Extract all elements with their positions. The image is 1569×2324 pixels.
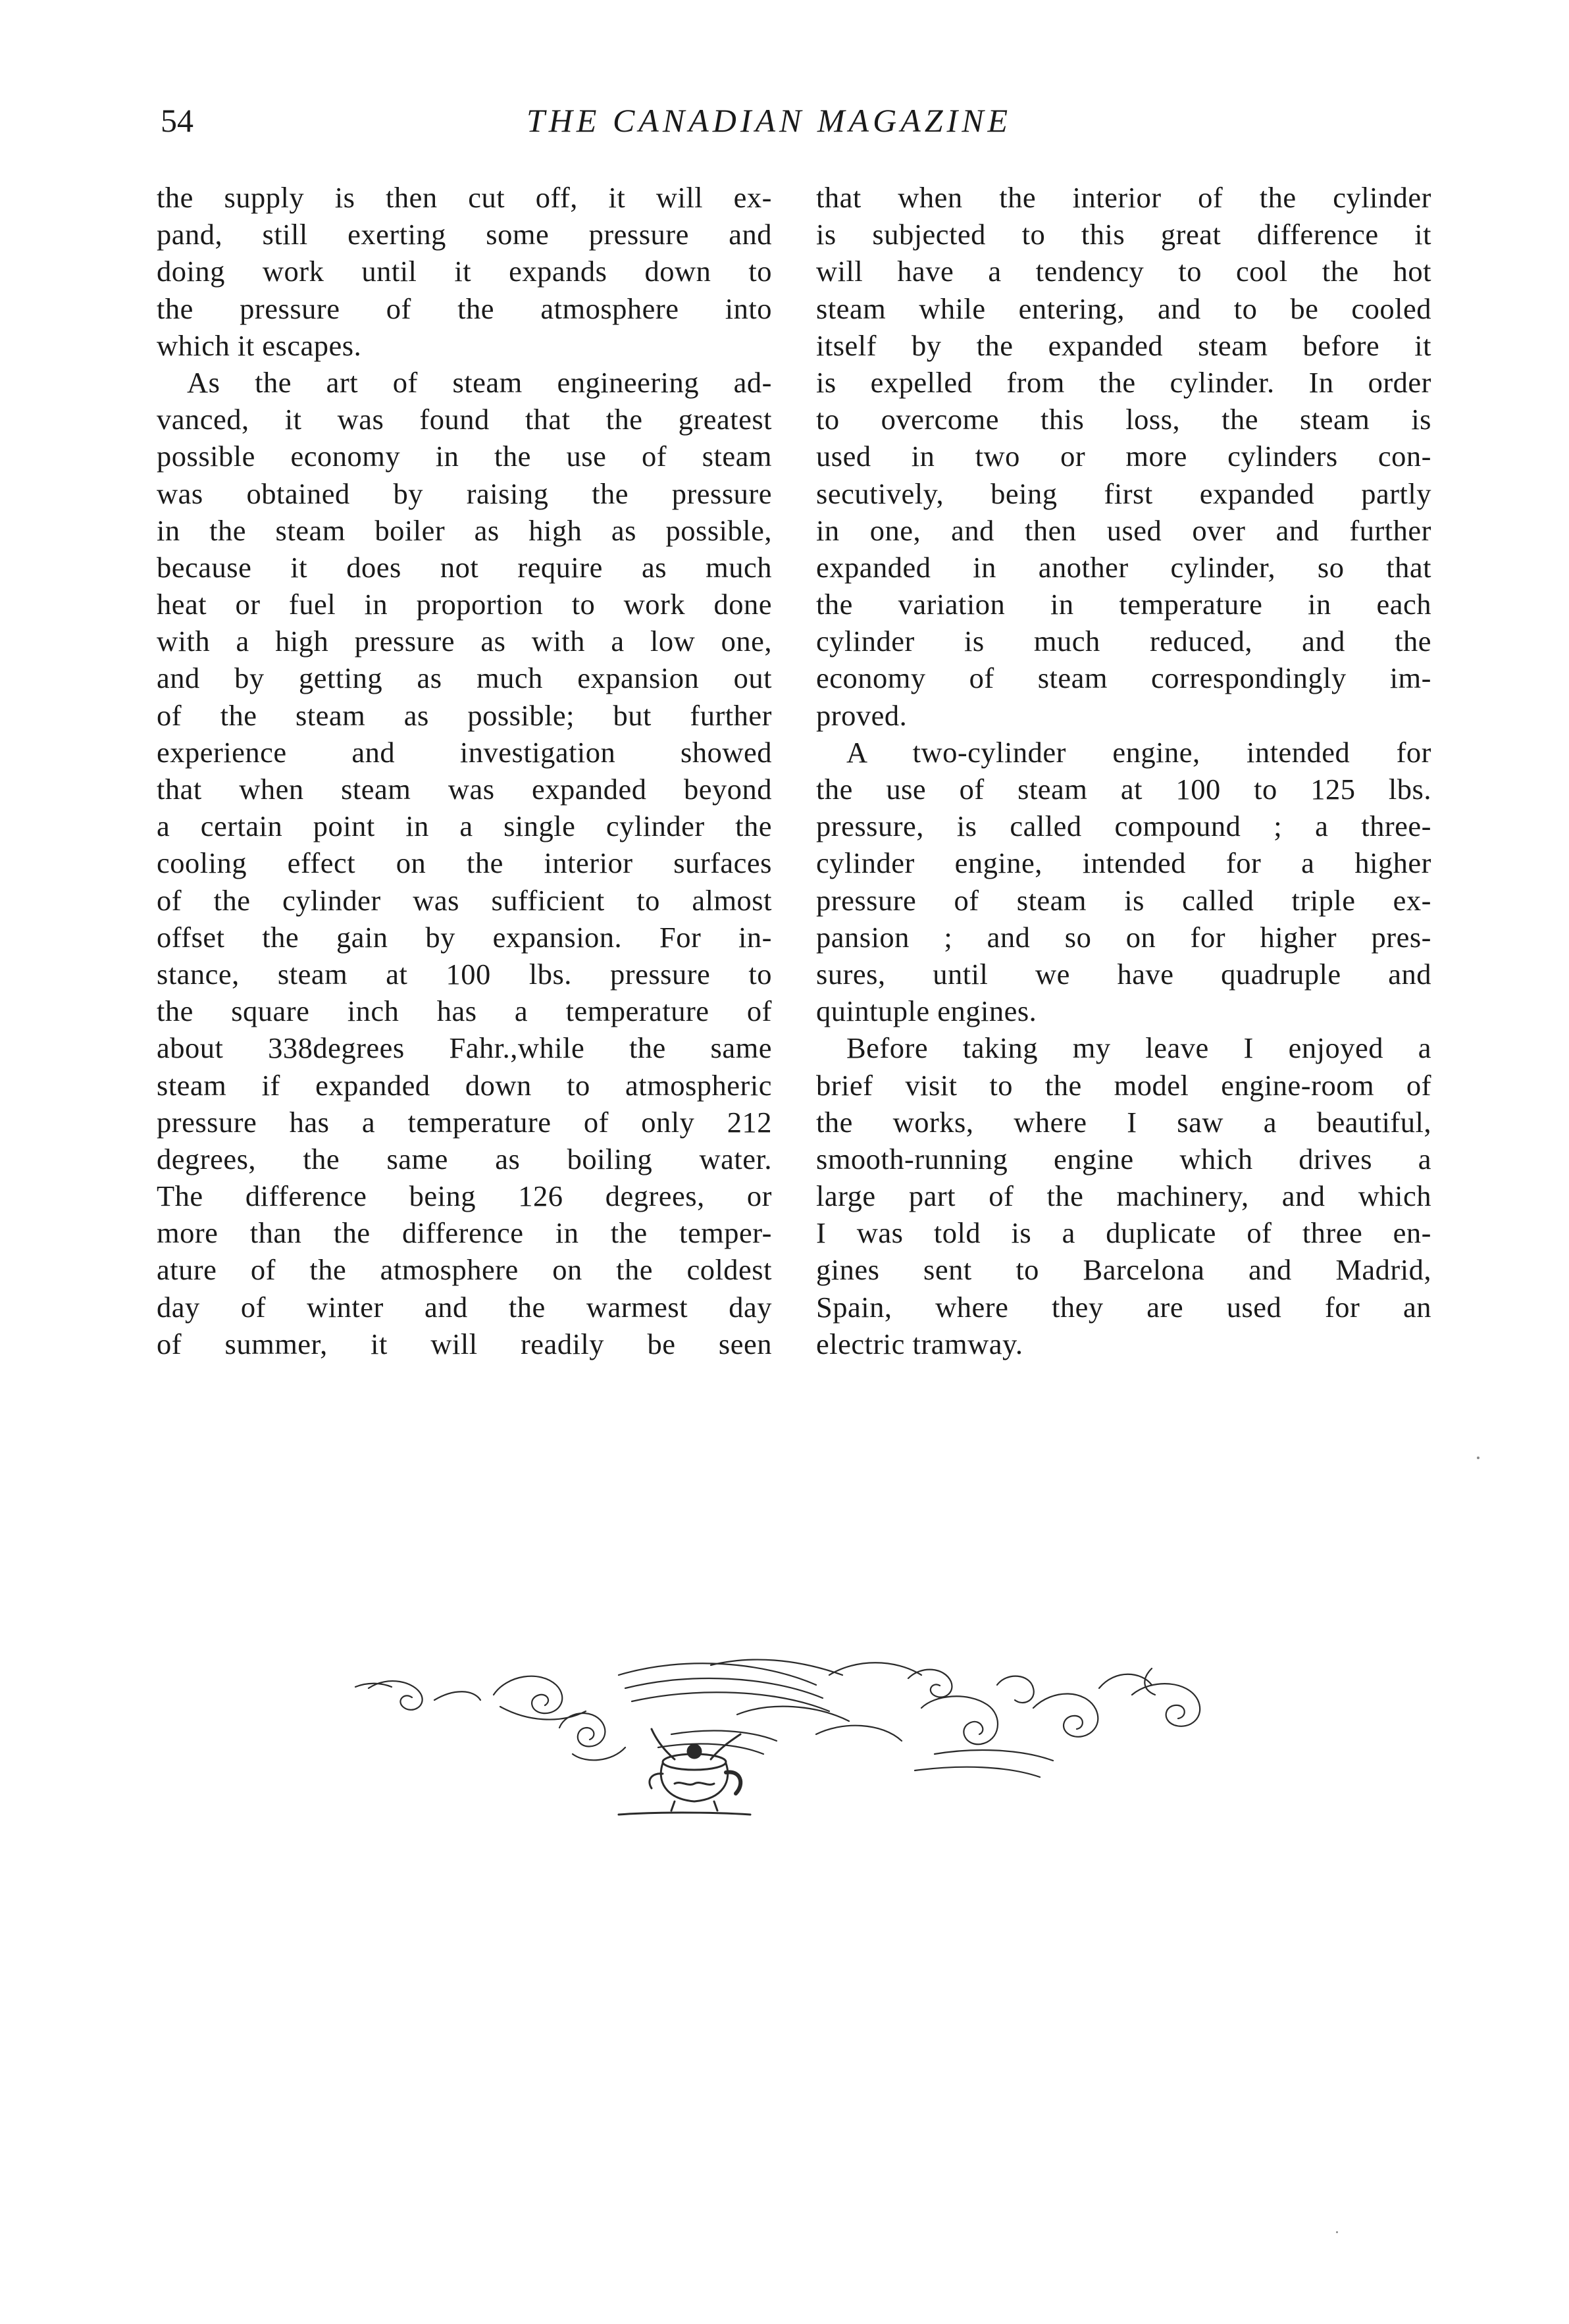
text-line: economy of steam correspondingly im- (816, 661, 1431, 695)
text-line: the works, where I saw a beautiful, (816, 1105, 1431, 1139)
text-line: offset the gain by expansion. For in- (157, 920, 772, 954)
text-line: the pressure of the atmosphere into (157, 292, 772, 325)
text-line: gines sent to Barcelona and Madrid, (816, 1253, 1431, 1287)
text-line: which it escapes. (157, 328, 362, 362)
text-line: of the cylinder was sufficient to almost (157, 883, 772, 917)
text-line: day of winter and the warmest day (157, 1290, 772, 1324)
text-line: because it does not require as much (157, 550, 772, 584)
text-line: The difference being 126 degrees, or (157, 1179, 772, 1213)
text-line: As the art of steam engineering ad- (187, 365, 772, 399)
text-line: was obtained by raising the pressure (157, 477, 772, 510)
text-line: experience and investigation showed (157, 735, 772, 769)
text-line: more than the difference in the temper- (157, 1216, 772, 1250)
print-speck (1477, 1457, 1479, 1459)
text-line: the use of steam at 100 to 125 lbs. (816, 773, 1431, 806)
text-line: itself by the expanded steam before it (816, 328, 1431, 362)
text-line: Before taking my leave I enjoyed a (846, 1031, 1431, 1065)
text-line: of summer, it will readily be seen (157, 1327, 772, 1360)
text-line: the square inch has a temperature of (157, 994, 772, 1028)
running-title: THE CANADIAN MAGAZINE (527, 102, 1012, 139)
text-line: the variation in temperature in each (816, 588, 1431, 621)
text-line: ature of the atmosphere on the coldest (157, 1253, 772, 1287)
right-text-column (816, 179, 1431, 1362)
text-line: cooling effect on the interior surfaces (157, 846, 772, 880)
text-line: in one, and then used over and further (816, 513, 1431, 547)
text-line: vanced, it was found that the greatest (157, 403, 772, 436)
text-line: Spain, where they are used for an (816, 1290, 1431, 1324)
text-line: to overcome this loss, the steam is (816, 403, 1431, 436)
text-line: is expelled from the cylinder. In order (816, 365, 1431, 399)
text-line: the supply is then cut off, it will ex- (157, 181, 772, 214)
text-line: pansion ; and so on for higher pres- (816, 920, 1431, 954)
text-line: with a high pressure as with a low one, (157, 625, 772, 658)
text-line: A two-cylinder engine, intended for (846, 735, 1431, 769)
text-line: expanded in another cylinder, so that (816, 550, 1431, 584)
text-line: is subjected to this great difference it (816, 218, 1431, 251)
text-line: quintuple engines. (816, 994, 1037, 1028)
text-line: smooth-running engine which drives a (816, 1142, 1431, 1175)
left-text-column (157, 179, 772, 1362)
text-line: cylinder is much reduced, and the (816, 625, 1431, 658)
text-line: brief visit to the model engine-room of (816, 1068, 1431, 1102)
text-line: I was told is a duplicate of three en- (816, 1216, 1431, 1250)
page-number: 54 (161, 102, 193, 139)
text-line: pressure of steam is called triple ex- (816, 883, 1431, 917)
text-line: cylinder engine, intended for a higher (816, 846, 1431, 880)
text-line: pressure has a temperature of only 212 (157, 1105, 772, 1139)
text-line: heat or fuel in proportion to work done (157, 588, 772, 621)
print-speck (1336, 2231, 1338, 2233)
text-line: used in two or more cylinders con- (816, 440, 1431, 473)
text-line: degrees, the same as boiling water. (157, 1142, 772, 1175)
text-line: pand, still exerting some pressure and (157, 218, 772, 251)
text-line: that when the interior of the cylinder (816, 181, 1431, 214)
text-line: will have a tendency to cool the hot (816, 255, 1431, 288)
text-line: of the steam as possible; but further (157, 698, 772, 732)
text-line: pressure, is called compound ; a three- (816, 810, 1431, 843)
text-line: electric tramway. (816, 1327, 1023, 1360)
text-line: steam while entering, and to be cooled (816, 292, 1431, 325)
text-line: stance, steam at 100 lbs. pressure to (157, 957, 772, 991)
steaming-kettle-tailpiece-icon (342, 1649, 1250, 1820)
text-line: doing work until it expands down to (157, 255, 772, 288)
text-line: about 338degrees Fahr.,while the same (157, 1031, 772, 1065)
text-line: a certain point in a single cylinder the (157, 810, 772, 843)
text-line: and by getting as much expansion out (157, 661, 772, 695)
text-line: steam if expanded down to atmospheric (157, 1068, 772, 1102)
text-line: sures, until we have quadruple and (816, 957, 1431, 991)
text-line: secutively, being first expanded partly (816, 477, 1431, 510)
text-line: that when steam was expanded beyond (157, 773, 772, 806)
text-line: proved. (816, 698, 908, 732)
text-line: in the steam boiler as high as possible, (157, 513, 772, 547)
text-line: large part of the machinery, and which (816, 1179, 1431, 1213)
text-line: possible economy in the use of steam (157, 440, 772, 473)
